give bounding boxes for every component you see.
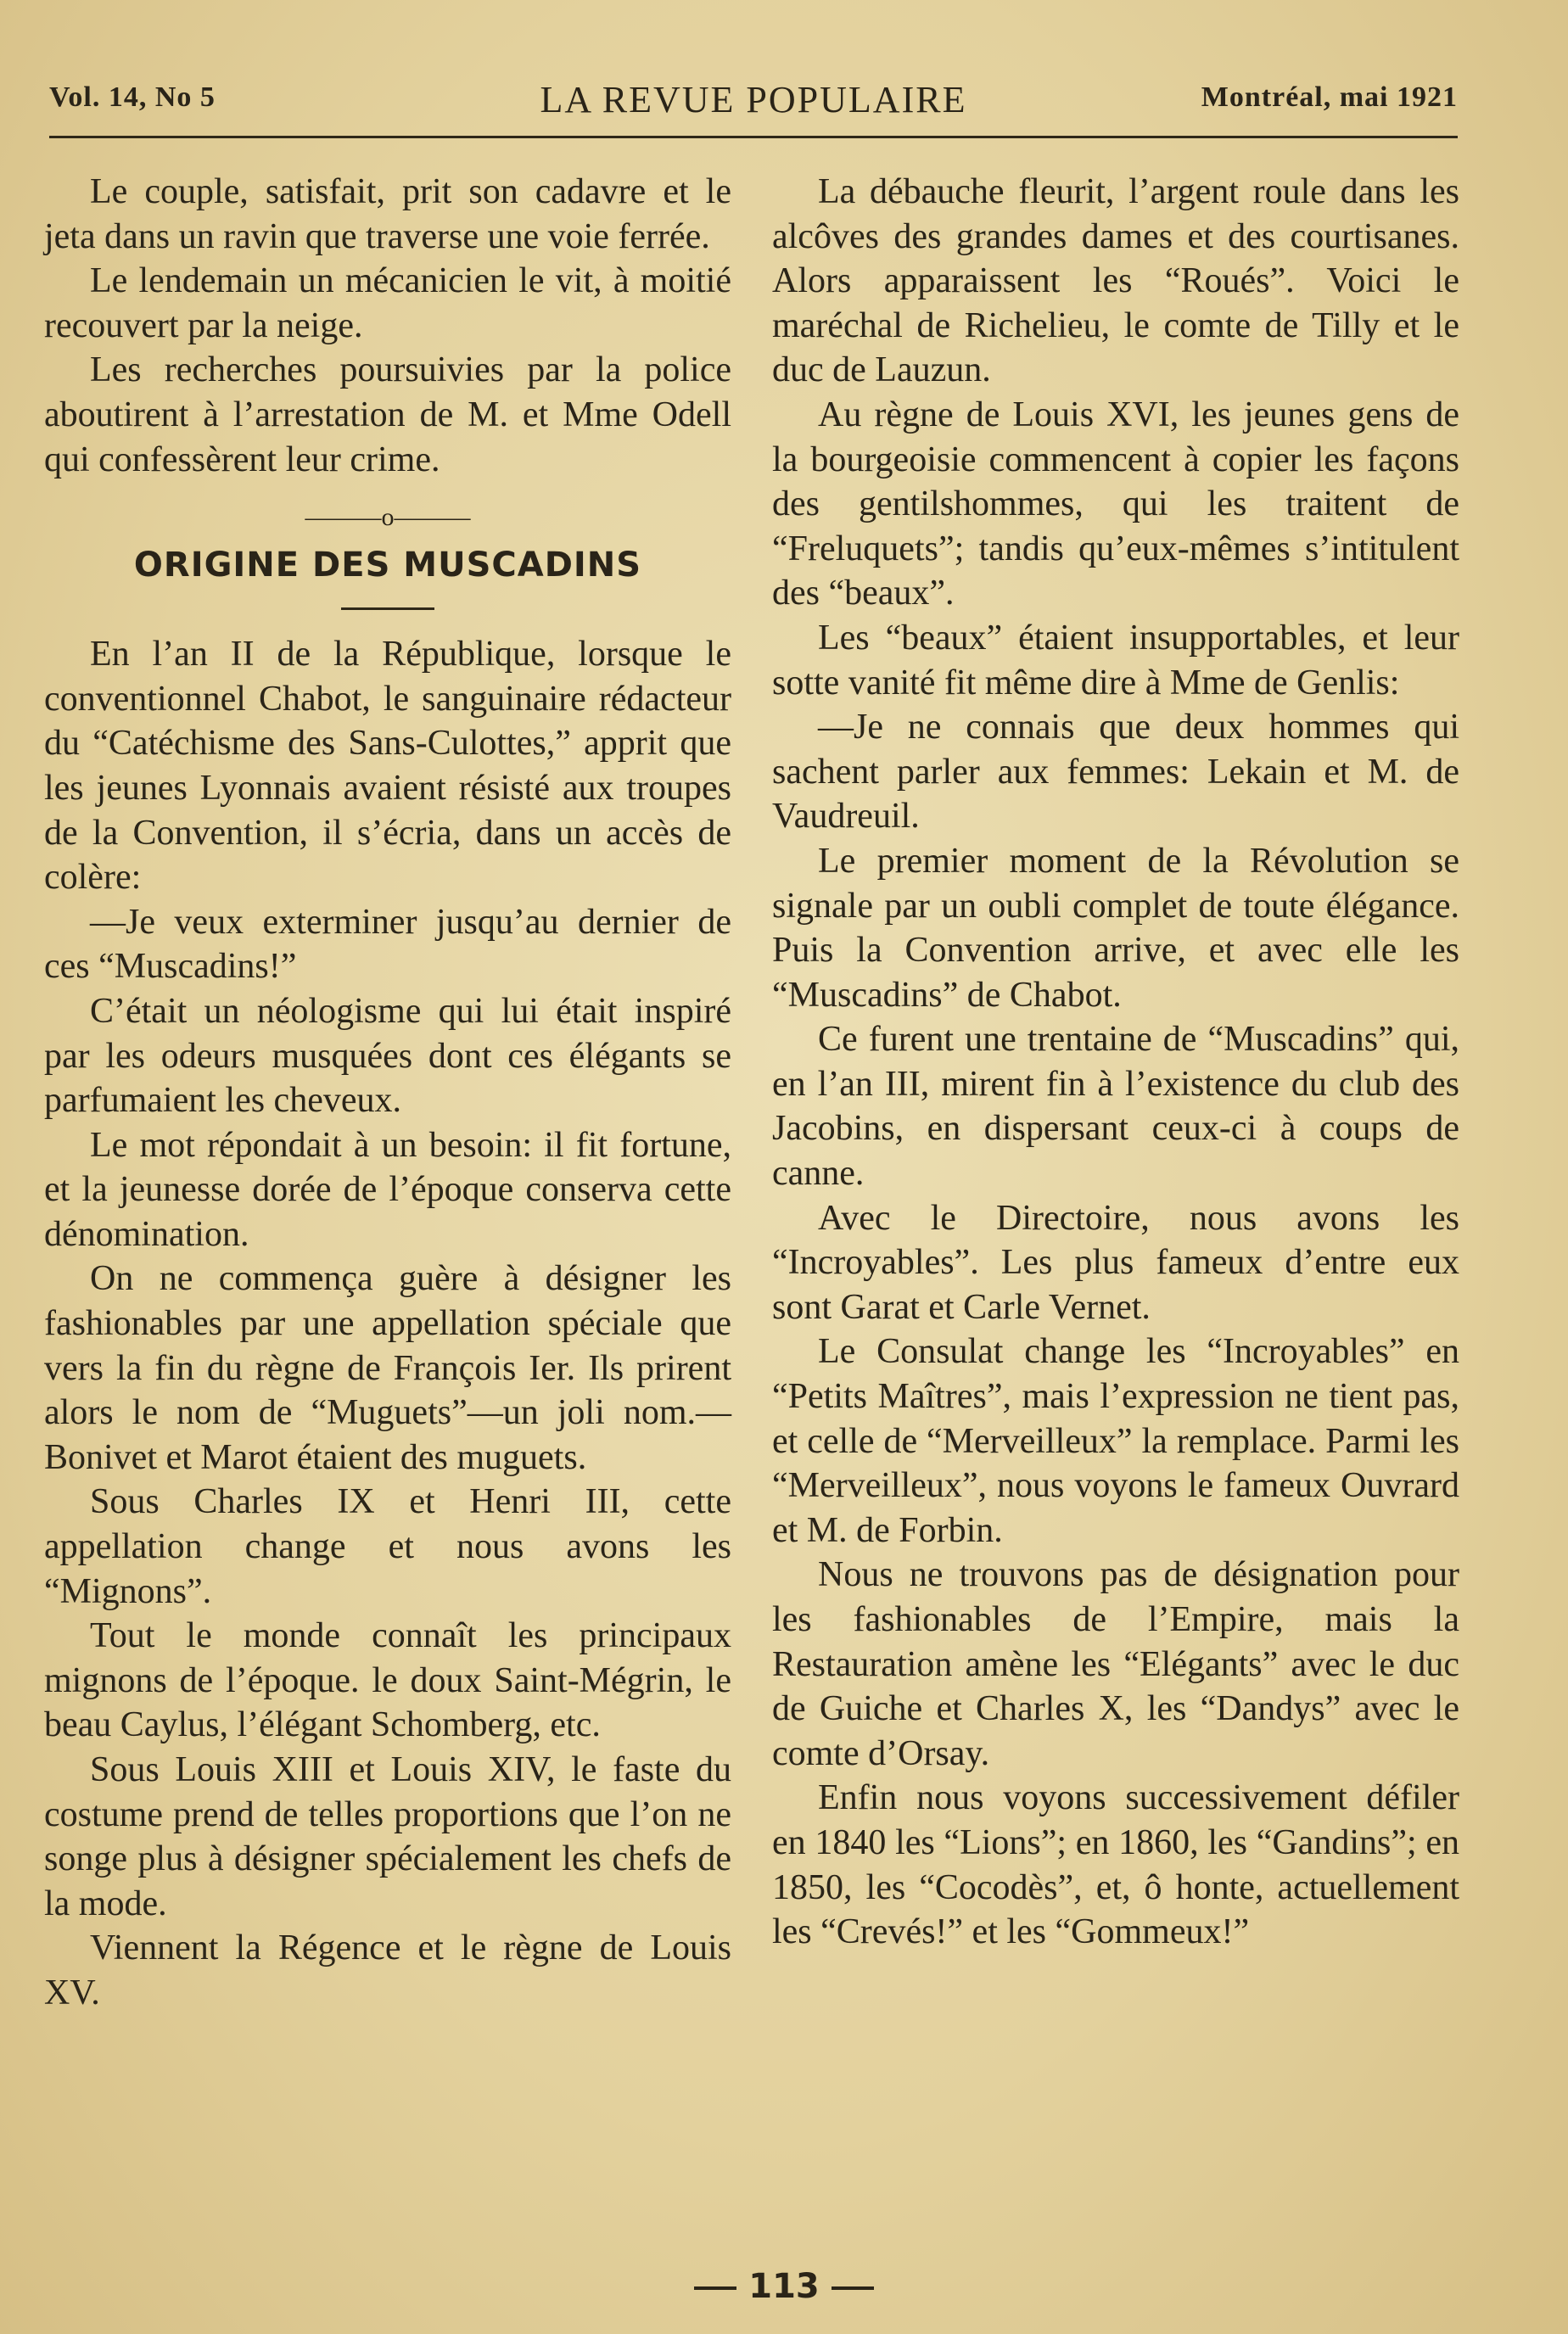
page-footer [0,2267,1568,2306]
paragraph: Le Consulat change les “Incroyables” en “Petits Maîtres”, mais l’expression ne tient pas, et celle de “Merveilleux” la remplace. Parmi les “Merveilleux”, nous voyons le fameux Ouvrard et M. de Forbin. [772,1332,1459,1550]
page-number: 113 [748,2267,820,2306]
paragraph: C’était un néologisme qui lui était inspiré par les odeurs musquées dont ces élégants se parfumaient les cheveux. [44,991,731,1121]
paragraph: Sous Charles IX et Henri III, cette appellation change et nous avons les “Mignons”. [44,1482,731,1611]
paragraph: En l’an II de la République, lorsque le conventionnel Chabot, le sanguinaire rédacteur du “Catéchisme des Sans-Culottes,” apprit que les jeunes Lyonnais avaient résisté aux troupes de la Convention, il s’écria, dans un accès de colère: [44,635,731,898]
paragraph: Le mot répondait à un besoin: il fit fortune, et la jeunesse dorée de l’époque conserva cette dénomination. [44,1125,731,1254]
paragraph: Enfin nous voyons successivement défiler en 1840 les “Lions”; en 1860, les “Gandins”; en 1850, les “Cocodès”, et, ô honte, actuellement les “Crevés!” et les “Gommeux!” [772,1778,1459,1952]
paragraph: On ne commença guère à désigner les fashionables par une appellation spéciale que vers la fin du règne de François Ier. Ils prirent alors le nom de “Muguets”—un joli nom.—Bonivet et Marot étaient des muguets. [44,1259,731,1477]
paragraph: Le lendemain un mécanicien le vit, à moitié recouvert par la neige. [44,261,731,345]
title-rule [341,607,434,610]
left-column [44,170,731,2016]
paragraph: Les recherches poursuivies par la police aboutirent à l’arrestation de M. et Mme Odell qui confessèrent leur crime. [44,350,731,479]
header-rule [49,136,1458,138]
paragraph: Les “beaux” étaient insupportables, et leur sotte vanité fit même dire à Mme de Genlis: [772,618,1459,702]
paragraph: Tout le monde connaît les principaux mignons de l’époque. le doux Saint-Mégrin, le beau Caylus, l’élégant Schomberg, etc. [44,1616,731,1745]
section-separator: ———o——— [305,503,471,532]
right-column [772,170,1459,1955]
paragraph: Sous Louis XIII et Louis XIV, le faste du costume prend de telles proportions que l’on ne songe plus à désigner spécialement les chefs de la mode. [44,1750,731,1923]
paragraph: Nous ne trouvons pas de désignation pour les fashionables de l’Empire, mais la Restauration amène les “Elégants” avec le duc de Guiche et Charles X, les “Dandys” avec le comte d’Orsay. [772,1555,1459,1773]
publication-title: LA REVUE POPULAIRE [540,79,967,120]
paragraph: —Je veux exterminer jusqu’au dernier de ces “Muscadins!” [44,902,731,987]
issue-info: Vol. 14, No 5 [49,81,216,113]
paragraph: Le couple, satisfait, prit son cadavre et le jeta dans un ravin que traverse une voie ferrée. [44,172,731,256]
article-title: ORIGINE DES MUSCADINS [133,546,642,585]
paragraph: Au règne de Louis XVI, les jeunes gens de la bourgeoisie commencent à copier les façons des gentilshommes, qui les traitent de “Freluquets”; tandis qu’eux-mêmes s’intitulent des “beaux”. [772,395,1459,613]
paragraph: Viennent la Régence et le règne de Louis XV. [44,1928,731,2012]
page-header [49,78,1458,120]
footer-dash [832,2286,874,2290]
paragraph: La débauche fleurit, l’argent roule dans les alcôves des grandes dames et des courtisanes. Alors apparaissent les “Roués”. Voici le maréchal de Richelieu, le comte de Tilly et le duc de Lauzun. [772,172,1459,390]
paragraph: Ce furent une trentaine de “Muscadins” qui, en l’an III, mirent fin à l’existence du club des Jacobins, en dispersant ceux-ci à coups de canne. [772,1020,1459,1194]
paragraph: —Je ne connais que deux hommes qui sachent parler aux femmes: Lekain et M. de Vaudreuil. [772,708,1459,837]
footer-dash [694,2286,736,2290]
paragraph: Le premier moment de la Révolution se signale par un oubli complet de toute élégance. Puis la Convention arrive, et avec elle les “Muscadins” de Chabot. [772,841,1459,1015]
paragraph: Avec le Directoire, nous avons les “Incroyables”. Les plus fameux d’entre eux sont Garat et Carle Vernet. [772,1198,1459,1327]
place-date: Montréal, mai 1921 [1201,81,1458,113]
